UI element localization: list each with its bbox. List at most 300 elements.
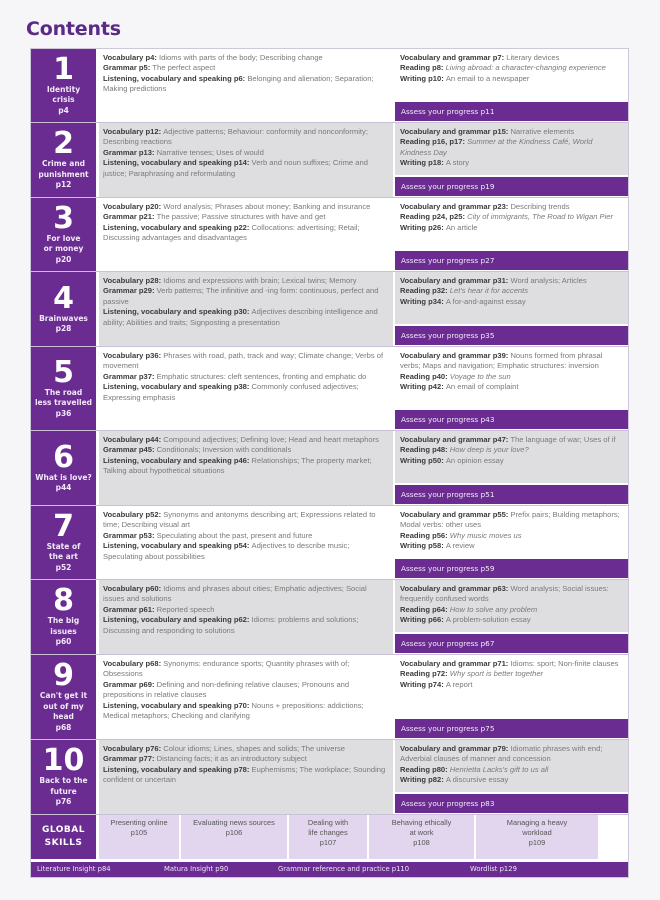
topic-heading: Listening, vocabulary and speaking p14: (103, 158, 252, 168)
unit-lessons-right-body (395, 431, 628, 483)
topic-heading: Grammar p77: (103, 754, 157, 764)
unit-title: head (53, 712, 74, 721)
topic-text: A discursive essay (445, 775, 509, 785)
unit-lessons-right (395, 740, 628, 814)
appendix-link[interactable]: Wordlist p129 (470, 865, 517, 873)
topic-line (103, 615, 387, 636)
topic-text: Conditionals; Inversion with conditionals (156, 445, 292, 455)
unit-lessons-right (395, 198, 628, 271)
topic-heading: Vocabulary p44: (103, 435, 164, 444)
topic-heading: Grammar p13: (103, 147, 157, 157)
topic-line (400, 286, 622, 296)
topic-heading: Reading p56: (400, 530, 450, 540)
topic-line (400, 680, 622, 690)
appendix-link[interactable]: Matura Insight p90 (164, 865, 229, 873)
unit-badge[interactable] (31, 123, 99, 197)
topic-heading: Vocabulary p20: (103, 202, 164, 211)
topic-text: Compound adjectives; Defining love; Head and heart metaphors (163, 435, 379, 444)
unit-badge[interactable] (31, 655, 99, 739)
unit-row-3 (31, 198, 628, 272)
topic-title: Why music moves us (449, 530, 522, 540)
topic-heading: Vocabulary and grammar p63: (400, 584, 511, 593)
topic-text: Collocations: advertising; Retail; Discussing advantages and disadvantages (103, 222, 360, 243)
topic-heading: Grammar p5: (103, 63, 153, 73)
topic-heading: Reading p40: (400, 371, 450, 381)
unit-title: The road (44, 387, 83, 397)
topic-line (103, 456, 387, 477)
global-skill-text: at work (409, 828, 434, 837)
unit-page: p20 (55, 254, 72, 264)
unit-lessons-right-body (395, 198, 628, 249)
topic-line (400, 775, 622, 785)
unit-lessons-right (395, 431, 628, 505)
topic-text: Adjectives describing intelligence and ability; Abilities and traits; Signposting a presentation (103, 307, 378, 327)
topic-heading: Vocabulary and grammar p55: (400, 510, 511, 519)
unit-lessons-right-body (395, 347, 628, 408)
unit-title: future (50, 786, 77, 796)
topic-text: Idioms and expressions with brain; Lexical twins; Memory (163, 276, 357, 285)
topic-heading: Writing p34: (400, 296, 446, 306)
unit-number: 4 (53, 280, 74, 316)
topic-line (400, 765, 622, 775)
topic-text: Euphemisms; The workplace; Sounding confident or uncertain (103, 764, 386, 785)
unit-row-7 (31, 506, 628, 580)
unit-lessons-right-body (395, 506, 628, 557)
topic-heading: Vocabulary p52: (103, 510, 164, 519)
topic-line (103, 510, 387, 531)
topic-heading: Writing p66: (400, 615, 446, 625)
topic-heading: Grammar p21: (103, 212, 157, 222)
topic-line (400, 382, 622, 392)
topic-text: Emphatic structures: cleft sentences, fronting and emphatic do (156, 371, 367, 381)
topic-text: Relationships; The property market; Talking about hypothetical situations (103, 455, 372, 476)
topic-title: Why sport is better together (449, 669, 544, 679)
topic-line (103, 351, 387, 372)
topic-text: A report (445, 679, 473, 689)
unit-number: 3 (53, 200, 74, 236)
unit-title: The big (47, 616, 80, 626)
global-skill-text: p108 (413, 838, 430, 847)
topic-line (400, 212, 622, 222)
global-skill-text: Presenting online (110, 818, 168, 827)
unit-lessons-left (99, 347, 395, 430)
topic-heading: Grammar p53: (103, 530, 157, 540)
topic-text: Colour idioms; Lines, shapes and solids; The universe (163, 744, 346, 753)
topic-line (400, 74, 622, 84)
topic-line (103, 223, 387, 244)
unit-lessons-left (99, 431, 395, 505)
assess-progress-link[interactable]: Assess your progress p27 (395, 249, 628, 271)
topic-line (103, 605, 387, 615)
topic-title: Voyage to the sun (449, 371, 511, 381)
unit-page: p12 (55, 180, 72, 190)
unit-badge[interactable] (31, 580, 99, 654)
topic-heading: Writing p58: (400, 541, 446, 551)
topic-text: An opinion essay (445, 455, 504, 465)
topic-text: Nouns + prepositions: addictions; Medical metaphors; Checking and clarifying (103, 700, 364, 721)
topic-line (400, 351, 622, 372)
topic-line (103, 148, 387, 158)
topic-text: The language of war; Uses of if (510, 435, 616, 444)
unit-row-1 (31, 49, 628, 123)
topic-text: Reported speech (156, 604, 215, 614)
topic-text: Distancing facts; it as an introductory subject (156, 754, 307, 764)
unit-lessons-right-body (395, 655, 628, 717)
global-skill-item[interactable] (369, 815, 476, 859)
topic-line (103, 212, 387, 222)
topic-title: How to solve any problem (449, 604, 538, 614)
topic-text: Literary devices (506, 53, 560, 62)
unit-lessons-left (99, 740, 395, 814)
unit-title: Identity (46, 84, 81, 94)
unit-title: or money (43, 244, 84, 254)
topic-heading: Vocabulary and grammar p79: (400, 744, 511, 753)
global-skill-text: p107 (319, 838, 337, 847)
unit-title: crisis (52, 95, 75, 105)
unit-title: Back to the (39, 776, 88, 786)
unit-badge[interactable] (31, 49, 99, 122)
topic-heading: Vocabulary and grammar p31: (400, 276, 511, 285)
topic-heading: Vocabulary p36: (103, 351, 164, 360)
topic-text: Synonyms and antonyms describing art; Expressions related to time; Describing visual art (103, 510, 376, 530)
topic-heading: Writing p42: (400, 382, 446, 392)
topic-text: Describing trends (510, 202, 570, 211)
topic-line (400, 584, 622, 605)
topic-line (103, 53, 387, 63)
unit-badge[interactable] (31, 272, 99, 346)
unit-badge[interactable] (31, 347, 99, 430)
global-skills-label-line: SKILLS (44, 838, 83, 848)
unit-lessons-right (395, 580, 628, 654)
topic-line (400, 223, 622, 233)
global-skills-row (31, 815, 628, 862)
assess-progress-link[interactable]: Assess your progress p19 (395, 175, 628, 197)
topic-line (103, 158, 387, 179)
unit-lessons-left (99, 580, 395, 654)
topic-text: Adjective patterns; Behaviour: conformity and nonconformity; Describing reactions (103, 127, 368, 147)
global-skill-text: Evaluating news sources (193, 818, 275, 827)
unit-page: p28 (55, 324, 72, 333)
topic-line (103, 202, 387, 212)
unit-lessons-left (99, 198, 395, 271)
topic-heading: Listening, vocabulary and speaking p46: (103, 455, 252, 465)
topic-line (400, 63, 622, 73)
topic-line (103, 307, 387, 328)
global-skills-label (31, 815, 99, 859)
unit-row-6 (31, 431, 628, 506)
assess-progress-link[interactable]: Assess your progress p51 (395, 483, 628, 505)
topic-text: Verb and noun suffixes; Crime and justice; Paraphrasing and reformulating (103, 158, 368, 178)
topic-heading: Reading p48: (400, 445, 450, 455)
topic-text: Word analysis; Articles (510, 276, 587, 285)
topic-line (400, 531, 622, 541)
assess-progress-link[interactable]: Assess your progress p83 (395, 792, 628, 814)
assess-progress-link[interactable]: Assess your progress p35 (395, 324, 628, 346)
unit-page: p4 (58, 105, 69, 115)
topic-heading: Listening, vocabulary and speaking p22: (103, 222, 252, 232)
topic-text: Defining and non-defining relative clauses; Pronouns and prepositions in relative clauses (103, 679, 350, 700)
topic-line (103, 276, 387, 286)
unit-number: 7 (53, 508, 74, 544)
topic-title: How deep is your love? (449, 445, 529, 455)
topic-heading: Grammar p45: (103, 445, 157, 455)
unit-number: 5 (53, 354, 74, 390)
topic-line (400, 276, 622, 286)
topic-text: A review (445, 541, 475, 551)
unit-page: p76 (55, 797, 72, 807)
topic-line (103, 445, 387, 455)
unit-lessons-left (99, 49, 395, 122)
topic-text: Belonging and alienation; Separation; Making predictions (103, 73, 374, 94)
topic-title: Henrietta Lacks's gift to us all (449, 764, 549, 774)
topic-heading: Listening, vocabulary and speaking p70: (103, 700, 252, 710)
unit-title: Crime and (41, 159, 86, 169)
unit-lessons-right (395, 123, 628, 197)
global-skill-text: life changes (308, 828, 348, 837)
unit-title: punishment (38, 169, 89, 179)
topic-line (103, 74, 387, 95)
appendix-bar (31, 862, 628, 877)
topic-line (103, 680, 387, 701)
topic-line (400, 435, 622, 445)
topic-line (103, 63, 387, 73)
topic-text: Idiomatic phrases with end; Adverbial clauses of manner and concession (400, 744, 603, 764)
contents-table (30, 48, 629, 878)
topic-line (400, 372, 622, 382)
appendix-link[interactable]: Grammar reference and practice p110 (278, 865, 410, 873)
unit-lessons-right (395, 272, 628, 346)
topic-heading: Vocabulary and grammar p71: (400, 659, 511, 668)
unit-lessons-right-body (395, 123, 628, 175)
topic-line (400, 669, 622, 679)
topic-heading: Grammar p61: (103, 604, 157, 614)
unit-number: 10 (42, 743, 85, 779)
global-skill-text: Behaving ethically (391, 818, 452, 827)
topic-line (103, 531, 387, 541)
unit-page: p68 (55, 722, 72, 732)
topic-line (400, 659, 622, 669)
topic-line (400, 510, 622, 531)
topic-text: Idioms and phrases about cities; Emphatic adjectives; Social issues and solutions (103, 584, 367, 604)
unit-page: p52 (55, 562, 72, 572)
topic-text: The passive; Passive structures with have and get (156, 212, 326, 222)
topic-heading: Vocabulary p76: (103, 744, 164, 753)
topic-line (103, 372, 387, 382)
topic-heading: Listening, vocabulary and speaking p54: (103, 541, 252, 551)
unit-lessons-right (395, 506, 628, 579)
topic-line (103, 701, 387, 722)
assess-progress-link[interactable]: Assess your progress p11 (395, 100, 628, 122)
topic-line (400, 445, 622, 455)
topic-heading: Reading p72: (400, 669, 450, 679)
unit-title: State of (46, 541, 81, 551)
unit-title: less travelled (34, 398, 93, 408)
global-skills-label-line: GLOBAL (41, 825, 85, 835)
unit-lessons-right (395, 347, 628, 430)
topic-heading: Writing p26: (400, 222, 446, 232)
topic-heading: Listening, vocabulary and speaking p6: (103, 73, 248, 83)
topic-text: Idioms: problems and solutions; Discussing and responding to solutions (103, 615, 359, 635)
topic-text: Synonyms: endurance sports; Quantity phrases with of; Obsessions (103, 659, 350, 679)
unit-page: p36 (55, 408, 72, 418)
topic-line (103, 127, 387, 148)
topic-heading: Vocabulary p68: (103, 659, 164, 668)
topic-heading: Vocabulary p28: (103, 276, 164, 285)
unit-row-9 (31, 655, 628, 740)
topic-text: The perfect aspect (152, 63, 216, 73)
unit-lessons-right-body (395, 740, 628, 792)
unit-title: What is love? (35, 472, 92, 482)
unit-number: 6 (53, 439, 74, 475)
topic-line (103, 754, 387, 764)
topic-heading: Writing p82: (400, 775, 446, 785)
topic-text: Narrative tenses; Uses of would (156, 147, 264, 157)
unit-page: p60 (55, 637, 72, 647)
topic-text: Phrases with road, path, track and way; Climate change; Verbs of movement (103, 351, 384, 371)
topic-heading: Vocabulary p12: (103, 127, 164, 136)
topic-line (103, 435, 387, 445)
assess-progress-link[interactable]: Assess your progress p75 (395, 717, 628, 739)
topic-heading: Writing p50: (400, 455, 446, 465)
topic-heading: Reading p8: (400, 63, 446, 73)
unit-lessons-right (395, 49, 628, 122)
topic-line (103, 382, 387, 403)
topic-text: Idioms: sport; Non-finite clauses (510, 659, 619, 668)
topic-text: A for-and-against essay (445, 296, 526, 306)
topic-heading: Vocabulary and grammar p23: (400, 202, 511, 211)
unit-row-5 (31, 347, 628, 431)
topic-text: Adjectives to describe music; Speculating about possibilities (103, 541, 350, 561)
global-skill-item[interactable] (99, 815, 181, 859)
topic-text: Prefix pairs; Building metaphors; Modal verbs: other uses (400, 510, 620, 530)
unit-lessons-left (99, 655, 395, 739)
unit-badge[interactable] (31, 198, 99, 271)
topic-line (103, 286, 387, 307)
global-skill-text: p106 (225, 828, 243, 837)
unit-number: 1 (53, 51, 74, 87)
topic-heading: Reading p64: (400, 604, 450, 614)
topic-line (400, 53, 622, 63)
unit-lessons-left (99, 506, 395, 579)
unit-title: Can't get it (39, 691, 88, 700)
topic-heading: Reading p16, p17: (400, 137, 468, 147)
topic-text: Narrative elements (510, 127, 575, 136)
topic-line (400, 615, 622, 625)
topic-heading: Listening, vocabulary and speaking p30: (103, 307, 252, 317)
topic-line (400, 297, 622, 307)
unit-badge[interactable] (31, 740, 99, 814)
topic-heading: Grammar p29: (103, 286, 157, 296)
global-skill-item[interactable] (289, 815, 369, 859)
topic-line (103, 765, 387, 786)
unit-title: For love (46, 233, 81, 243)
topic-line (103, 541, 387, 562)
topic-heading: Writing p74: (400, 679, 446, 689)
topic-line (400, 456, 622, 466)
topic-heading: Vocabulary and grammar p7: (400, 53, 507, 62)
unit-lessons-right-body (395, 272, 628, 324)
topic-line (103, 659, 387, 680)
topic-heading: Listening, vocabulary and speaking p38: (103, 382, 252, 392)
topic-text: An email to a newspaper (445, 73, 530, 83)
unit-row-4 (31, 272, 628, 347)
topic-text: A problem-solution essay (445, 615, 531, 625)
topic-text: An email of complaint (445, 382, 519, 392)
unit-title: the art (49, 552, 78, 562)
unit-page: p44 (55, 483, 72, 492)
topic-text: Word analysis; Phrases about money; Banking and insurance (163, 202, 371, 211)
topic-text: Speculating about the past, present and future (156, 530, 313, 540)
topic-line (400, 202, 622, 212)
unit-title: issues (50, 626, 77, 636)
topic-line (103, 744, 387, 754)
unit-number: 8 (53, 583, 74, 619)
appendix-link[interactable]: Literature Insight p84 (37, 865, 111, 873)
topic-text: Verb patterns; The infinitive and -ing form: continuous, perfect and passive (103, 286, 379, 306)
topic-line (400, 158, 622, 168)
global-skill-item[interactable] (181, 815, 289, 859)
unit-lessons-right-body (395, 49, 628, 100)
topic-heading: Listening, vocabulary and speaking p62: (103, 615, 252, 625)
unit-number: 9 (53, 658, 74, 693)
topic-heading: Vocabulary and grammar p47: (400, 435, 511, 444)
unit-title: Brainwaves (39, 313, 88, 323)
unit-title: out of my (43, 701, 84, 711)
global-skill-text: Managing a heavy (506, 818, 568, 827)
topic-line (400, 541, 622, 551)
assess-progress-link[interactable]: Assess your progress p43 (395, 408, 628, 430)
unit-row-8 (31, 580, 628, 655)
topic-text: An article (445, 222, 478, 232)
topic-text: Idioms with parts of the body; Describing change (159, 53, 323, 62)
unit-lessons-right (395, 655, 628, 739)
unit-row-2 (31, 123, 628, 198)
topic-title: Living abroad: a character-changing experience (445, 63, 606, 73)
unit-badge[interactable] (31, 506, 99, 579)
topic-heading: Vocabulary and grammar p15: (400, 127, 511, 136)
topic-line (400, 605, 622, 615)
topic-title: City of immigrants, The Road to Wigan Pier (467, 212, 614, 222)
topic-heading: Reading p80: (400, 764, 450, 774)
page-title: Contents (26, 18, 121, 40)
unit-number: 2 (53, 126, 74, 162)
global-skill-text: Dealing with (307, 818, 349, 827)
topic-heading: Grammar p37: (103, 371, 157, 381)
topic-heading: Vocabulary p60: (103, 584, 164, 593)
topic-heading: Writing p18: (400, 158, 446, 168)
assess-progress-link[interactable]: Assess your progress p59 (395, 557, 628, 579)
unit-lessons-left (99, 272, 395, 346)
topic-text: Nouns formed from phrasal verbs; Maps and navigation; Emphatic structures: inversion (400, 351, 603, 371)
topic-text: Commonly confused adjectives; Expressing emphasis (103, 382, 359, 402)
topic-heading: Vocabulary and grammar p39: (400, 351, 511, 360)
global-skill-item[interactable] (476, 815, 598, 859)
unit-row-10 (31, 740, 628, 815)
topic-text: Word analysis; Social issues: frequently confused words (400, 584, 609, 604)
global-skill-text: workload (522, 828, 552, 837)
topic-heading: Reading p32: (400, 286, 450, 296)
topic-heading: Writing p10: (400, 73, 446, 83)
unit-badge[interactable] (31, 431, 99, 505)
topic-heading: Listening, vocabulary and speaking p78: (103, 764, 252, 774)
topic-text: A story (445, 158, 470, 168)
topic-line (103, 584, 387, 605)
assess-progress-link[interactable]: Assess your progress p67 (395, 632, 628, 654)
topic-title: Summer at the Kindness Café, World Kindness Day (400, 137, 593, 157)
unit-lessons-left (99, 123, 395, 197)
topic-heading: Reading p24, p25: (400, 212, 468, 222)
topic-heading: Grammar p69: (103, 679, 157, 689)
